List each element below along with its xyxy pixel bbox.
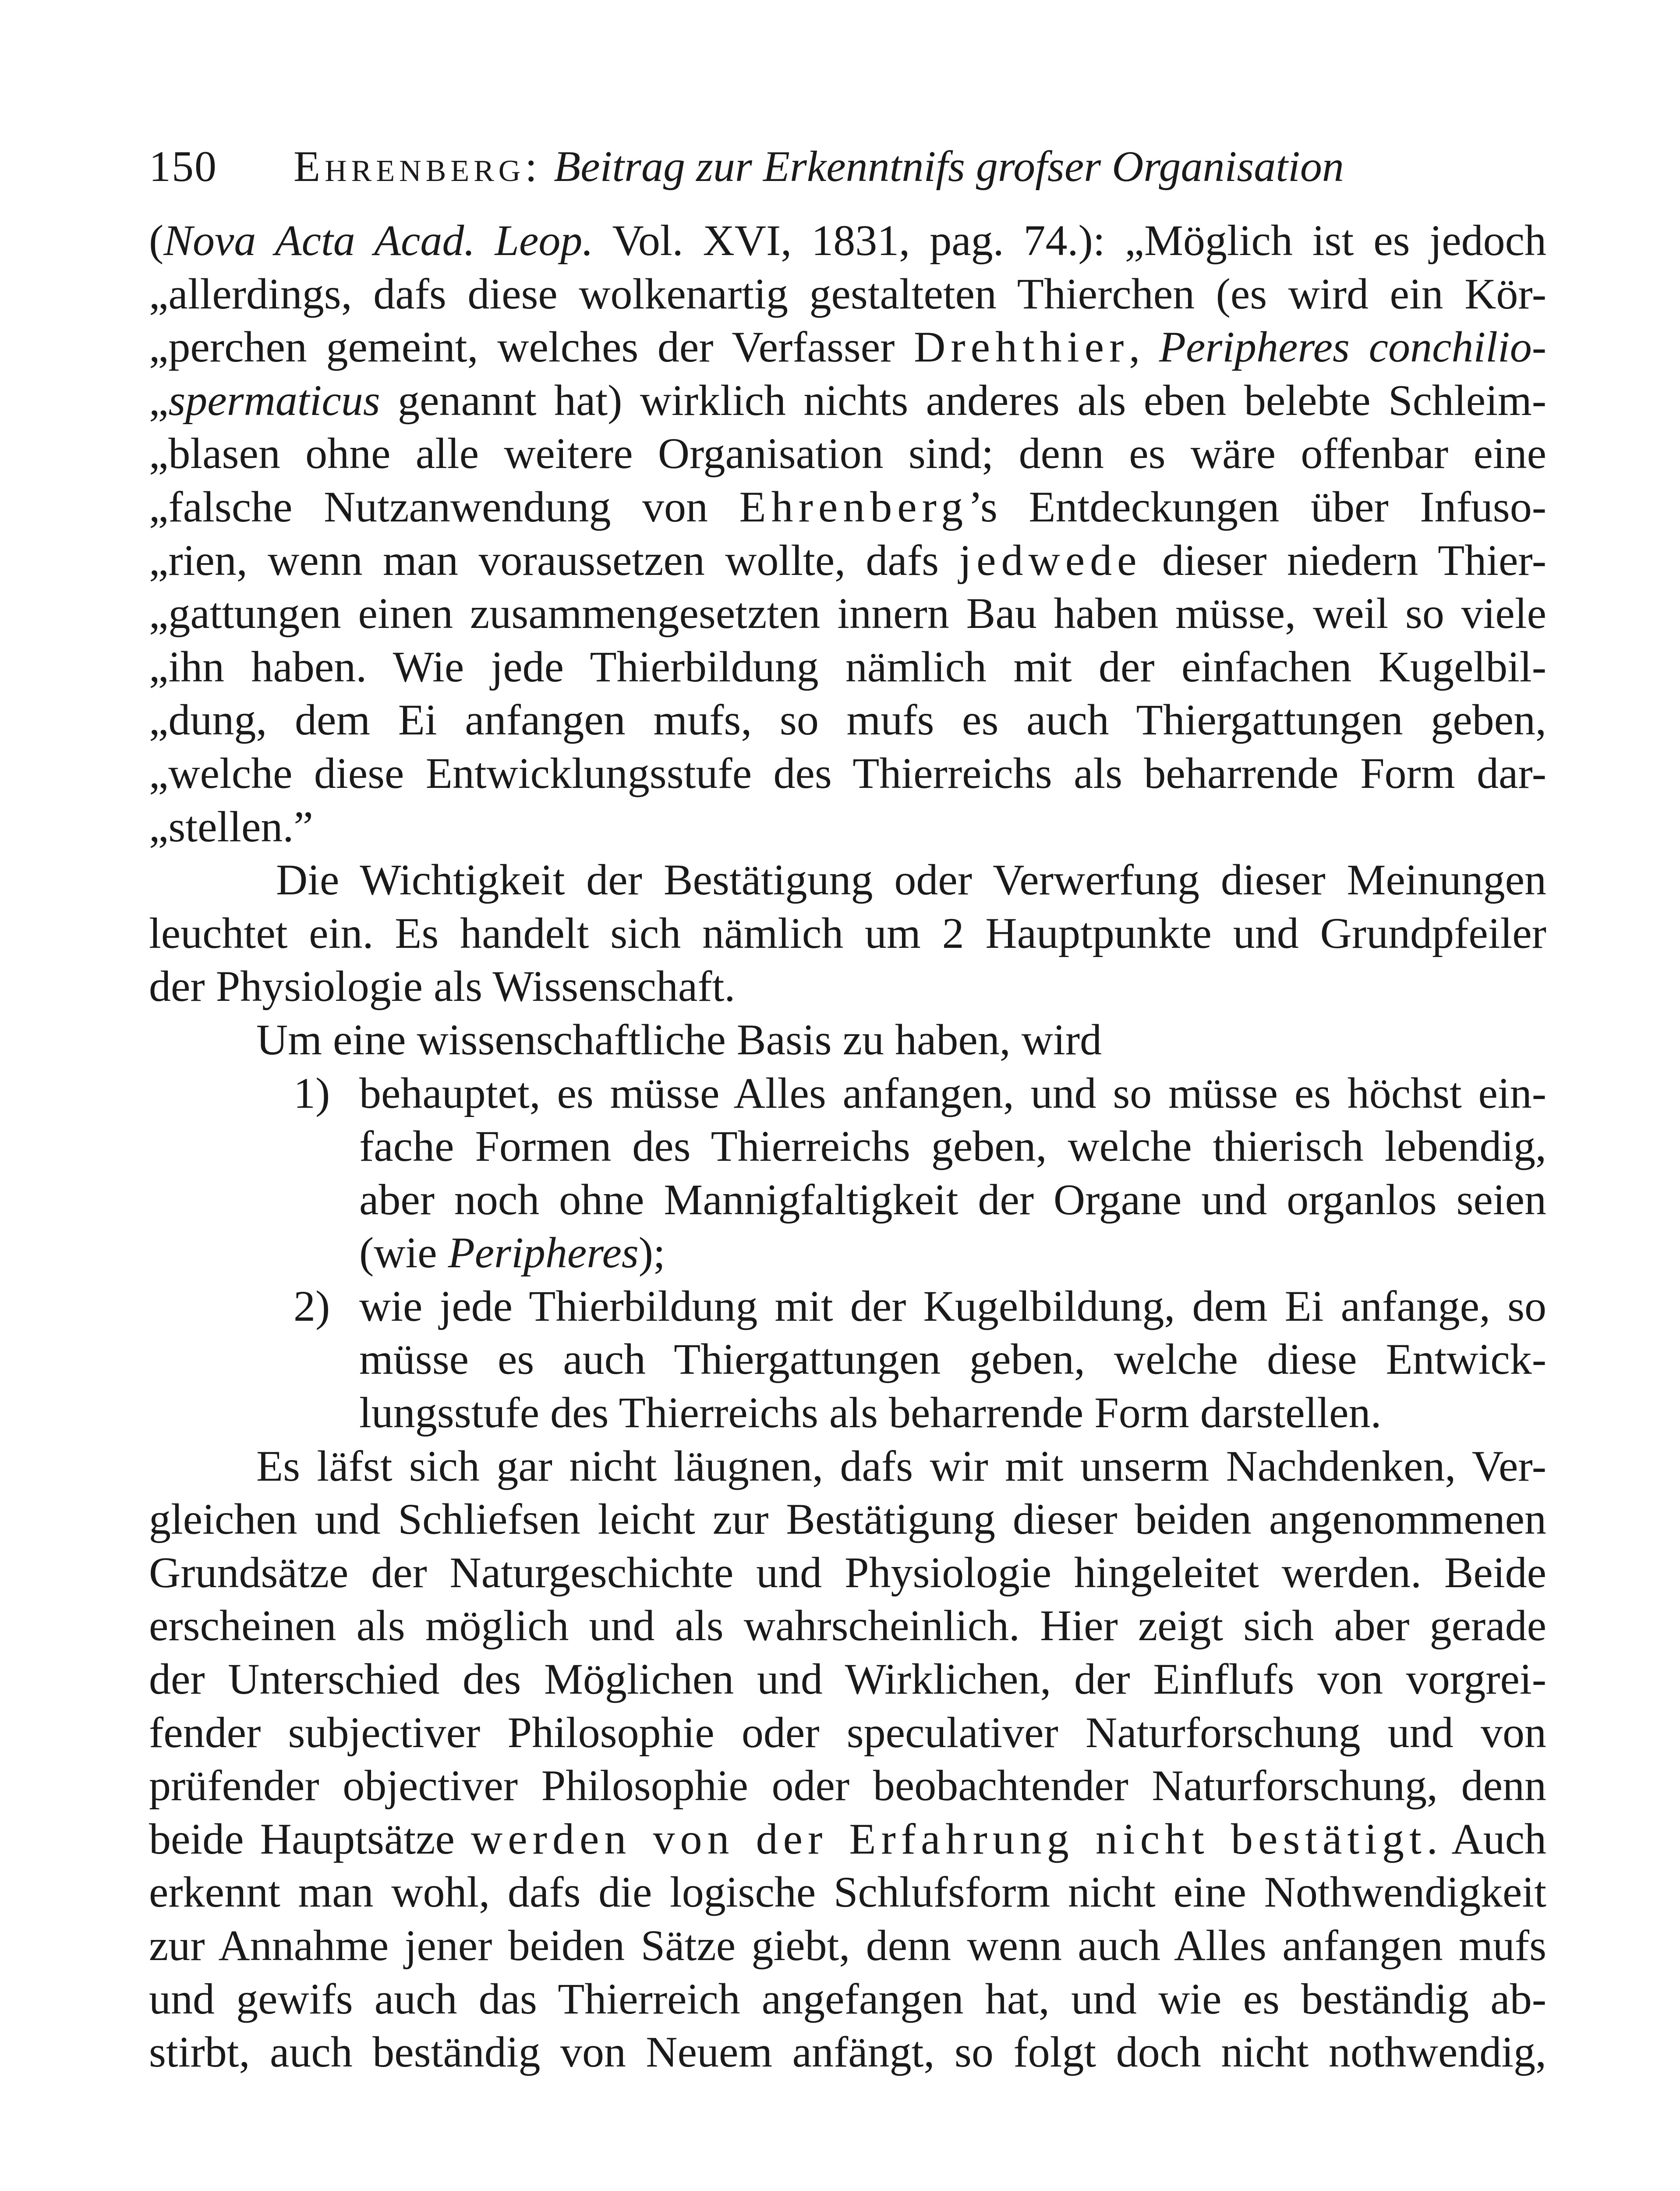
quote-line	[149, 800, 1546, 854]
document-page	[149, 142, 1547, 2079]
paragraph-line: Die Wichtigkeit der Bestätigung oder Verwerfung dieser Meinungen	[276, 855, 1546, 904]
list-item-line	[149, 1173, 1546, 1227]
text-run: );	[638, 1228, 665, 1277]
emphasis-spaced-run: Drehthier	[914, 323, 1129, 372]
paragraph-line	[149, 1652, 1546, 1706]
text-run: gleichen und Schliefsen leicht zur Bestätigung dieser beiden angenommenen	[149, 1495, 1546, 1544]
quote-line	[149, 534, 1546, 587]
text-run: „welche diese Entwicklungsstufe des Thierreichs als beharrende Form dar-	[149, 748, 1546, 798]
list-text-line	[359, 1280, 1546, 1333]
text-run: „rien, wenn man voraussetzen wollte, dafs	[149, 535, 959, 585]
italic-run: spermaticus	[168, 376, 380, 425]
header-author: Ehrenberg:	[294, 142, 542, 191]
paragraph-line	[149, 1919, 1546, 1972]
list-item-line	[149, 1333, 1546, 1386]
text-run: „	[149, 376, 169, 425]
paragraph-line	[149, 1972, 1546, 2026]
text-run: . Auch	[1426, 1814, 1546, 1863]
list-text-line	[359, 1333, 1546, 1386]
numbered-list	[149, 1067, 1546, 1439]
quote-line	[149, 640, 1546, 694]
list-item-line	[149, 1226, 1546, 1280]
list-text-line	[359, 1226, 1546, 1280]
text-run: (wie	[359, 1228, 448, 1277]
running-header	[149, 142, 1546, 191]
text-run: genannt hat) wirklich nichts anderes als eben belebte Schleim-	[380, 376, 1546, 425]
emphasis-spaced-run: jedwede	[959, 535, 1142, 585]
paragraph-conclusion	[149, 1439, 1546, 2079]
text-run: und gewifs auch das Thierreich angefangen hat, und wie es beständig ab-	[149, 1974, 1546, 2023]
text-run: wie jede Thierbildung mit der Kugelbildung, dem Ei anfange, so	[359, 1281, 1546, 1330]
list-item-line	[149, 1280, 1546, 1333]
quote-line	[149, 480, 1546, 534]
paragraph-line: leuchtet ein. Es handelt sich nämlich um 2 Hauptpunkte und Grundpfeiler	[149, 908, 1546, 957]
quote-line	[149, 747, 1546, 800]
text-run: „perchen gemeint, welches der Verfasser	[149, 323, 914, 372]
quote-line	[149, 214, 1546, 267]
list-item-line	[149, 1120, 1546, 1173]
list-item-line	[149, 1386, 1546, 1439]
text-run: beide Hauptsätze	[149, 1814, 471, 1863]
text-run: Grundsätze der Naturgeschichte und Physiologie hingeleitet werden. Beide	[149, 1548, 1546, 1597]
text-run: erscheinen als möglich und als wahrscheinlich. Hier zeigt sich aber gerade	[149, 1601, 1546, 1650]
text-run: „gattungen einen zusammengesetzten innern Bau haben müsse, weil so viele	[149, 589, 1546, 638]
list-number: 1)	[294, 1068, 330, 1117]
text-run: „dung, dem Ei anfangen mufs, so mufs es auch Thiergattungen geben,	[149, 695, 1546, 745]
text-run: Vol. XVI, 1831, pag. 74.): „Möglich ist es jedoch	[593, 216, 1546, 265]
paragraph-line	[149, 1439, 1546, 1493]
text-run: behauptet, es müsse Alles anfangen, und so müsse es höchst ein-	[359, 1068, 1546, 1117]
paragraph-line	[149, 1706, 1546, 1759]
quotation-block	[149, 214, 1546, 853]
text-run: „falsche Nutzanwendung von	[149, 482, 739, 531]
list-text-line	[359, 1173, 1546, 1227]
list-text-line	[359, 1067, 1546, 1120]
text-run: müsse es auch Thiergattungen geben, welche diese Entwick-	[359, 1335, 1546, 1384]
italic-run: Peripheres conchilio-	[1159, 323, 1547, 372]
text-run: zur Annahme jener beiden Sätze giebt, denn wenn auch Alles anfangen mufs	[149, 1921, 1546, 1970]
paragraph-line	[149, 1493, 1546, 1546]
quote-line	[149, 320, 1546, 374]
text-run: erkennt man wohl, dafs die logische Schlufsform nicht eine Nothwendigkeit	[149, 1868, 1546, 1917]
list-text-line	[359, 1120, 1546, 1173]
text-run: stirbt, auch beständig von Neuem anfängt, so folgt doch nicht nothwendig,	[149, 2028, 1546, 2077]
text-run: aber noch ohne Mannigfaltigkeit der Organe und organlos seien	[359, 1175, 1546, 1224]
text-run: „allerdings, dafs diese wolkenartig gestalteten Thierchen (es wird ein Kör-	[149, 269, 1546, 318]
quote-line	[149, 374, 1546, 427]
text-run: der Unterschied des Möglichen und Wirklichen, der Einflufs von vorgrei-	[149, 1655, 1546, 1704]
paragraph-line	[149, 1812, 1546, 1866]
text-run: „ihn haben. Wie jede Thierbildung nämlich mit der einfachen Kugelbil-	[149, 642, 1546, 691]
list-text-line	[359, 1386, 1546, 1439]
quote-line	[149, 693, 1546, 747]
quote-line	[149, 267, 1546, 321]
paragraph-line	[149, 1759, 1546, 1812]
paragraph-line: der Physiologie als Wissenschaft.	[149, 962, 736, 1011]
emphasis-spaced-run: werden von der Erfahrung nicht bestätigt	[471, 1814, 1427, 1863]
paragraph-line	[149, 1546, 1546, 1599]
paragraph-basis-intro: Um eine wissenschaftliche Basis zu haben, wird	[256, 1015, 1102, 1064]
paragraph-line	[149, 1865, 1546, 1919]
text-run: Es läfst sich gar nicht läugnen, dafs wir mit unserm Nachdenken, Ver-	[256, 1441, 1546, 1490]
text-run: „stellen.”	[149, 802, 313, 851]
paragraph-importance	[149, 853, 1546, 1013]
page-number: 150	[149, 142, 217, 191]
italic-run: Peripheres	[448, 1228, 639, 1277]
text-run: ,	[1129, 323, 1159, 372]
quote-line	[149, 587, 1546, 640]
paragraph-line	[149, 2025, 1546, 2079]
text-run: prüfender objectiver Philosophie oder beobachtender Naturforschung, denn	[149, 1761, 1546, 1810]
list-item-line	[149, 1067, 1546, 1120]
text-run: dieser niedern Thier-	[1142, 535, 1546, 585]
paragraph-line	[149, 1599, 1546, 1652]
italic-run: Nova Acta Acad. Leop.	[163, 216, 594, 265]
text-run: „blasen ohne alle weitere Organisation sind; denn es wäre offenbar eine	[149, 429, 1546, 478]
text-run: ’s Entdeckungen über Infuso-	[968, 482, 1546, 531]
emphasis-spaced-run: Ehrenberg	[739, 482, 969, 531]
header-title: Beitrag zur Erkenntnifs grofser Organisation	[554, 142, 1344, 191]
quote-line	[149, 427, 1546, 480]
text-run: fache Formen des Thierreichs geben, welche thierisch lebendig,	[359, 1122, 1546, 1171]
body-text	[149, 214, 1546, 2079]
text-run: (	[149, 216, 164, 265]
text-run: lungsstufe des Thierreichs als beharrende Form darstellen.	[359, 1388, 1382, 1437]
text-run: fender subjectiver Philosophie oder speculativer Naturforschung und von	[149, 1708, 1546, 1757]
list-number: 2)	[294, 1281, 330, 1330]
